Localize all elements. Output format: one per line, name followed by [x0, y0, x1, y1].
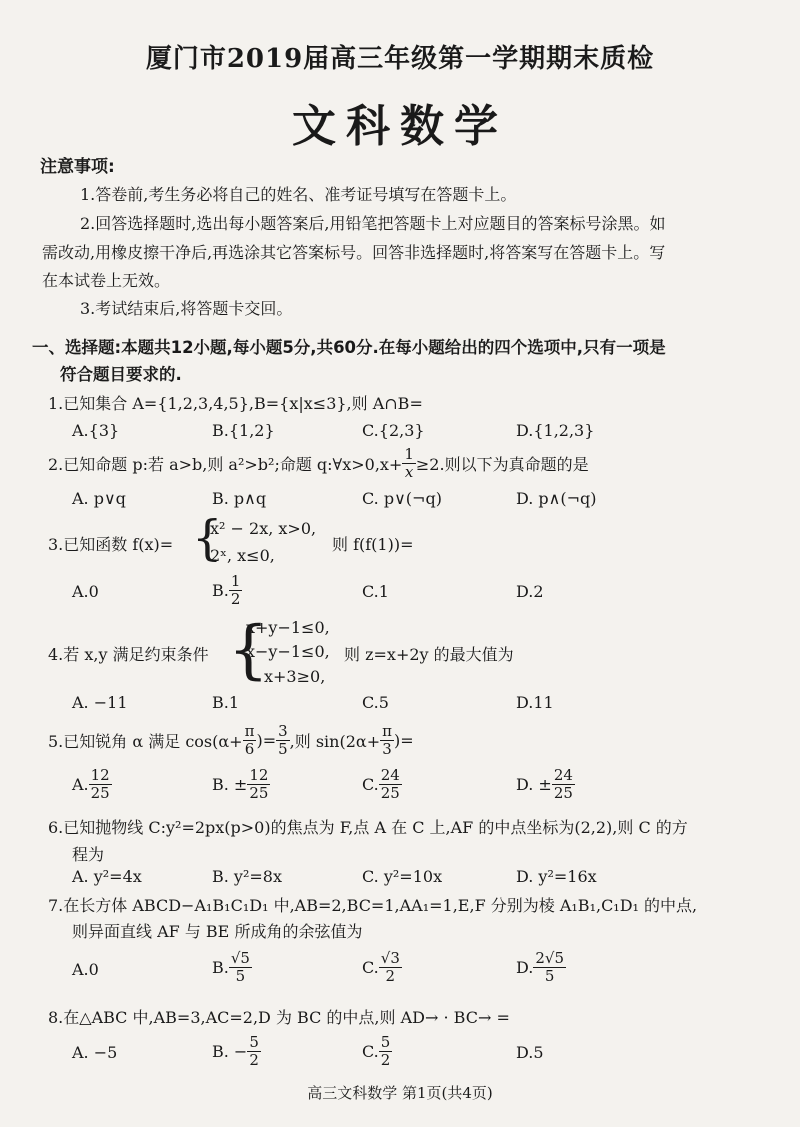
question-8-stem: 8.在△ABC 中,AB=3,AC=2,D 为 BC 的中点,则 AD→ · BC→ =	[48, 1008, 510, 1027]
question-6-stem-cont: 程为	[72, 845, 105, 864]
q7-b-fraction	[229, 950, 252, 985]
question-7-stem: 7.在长方体 ABCD−A₁B₁C₁D₁ 中,AB=2,BC=1,AA₁=1,E,F 分别为棱 A₁B₁,C₁D₁ 的中点,	[48, 896, 698, 915]
q7-b-label: B.	[212, 958, 229, 977]
q2-option-a: A. p∨q	[72, 489, 126, 508]
q7-d-num: 2√5	[535, 949, 564, 967]
q3-option-b	[212, 573, 242, 608]
q5-option-d	[516, 767, 575, 802]
q7-c-fraction	[379, 950, 402, 985]
q8-c-den: 2	[380, 1051, 391, 1069]
q7-option-b	[212, 950, 252, 985]
question-5-stem	[48, 723, 414, 758]
q5-c-fraction	[379, 767, 402, 802]
q5-option-b	[212, 767, 270, 802]
q3-case-1: x² − 2x, x>0,	[210, 519, 317, 538]
q5-stem-part: ,则 sin(2α+	[289, 732, 381, 751]
q5-option-a	[72, 767, 112, 802]
q5-b-fraction	[247, 767, 270, 802]
q7-b-den: 5	[235, 967, 246, 985]
q5-frac-den: 3	[382, 740, 392, 758]
q7-d-label: D.	[516, 958, 534, 977]
q5-frac-num: π	[244, 722, 255, 740]
section-heading-cont: 符合题目要求的.	[60, 365, 182, 384]
q3-b-fraction	[229, 573, 243, 608]
q4-option-c: C.5	[362, 693, 389, 712]
q6-option-a: A. y²=4x	[72, 867, 142, 886]
q7-c-num: √3	[380, 949, 400, 967]
q8-option-c	[362, 1034, 392, 1069]
q6-option-d: D. y²=16x	[516, 867, 597, 886]
question-2-stem	[48, 446, 589, 481]
subject-title: 文科数学	[292, 101, 508, 152]
q5-frac-den: 6	[244, 740, 255, 758]
q7-d-fraction	[533, 950, 566, 985]
q1-option-b: B.{1,2}	[212, 421, 275, 440]
q5-d-num: 24	[553, 766, 573, 784]
notice-item: 2.回答选择题时,选出每小题答案后,用铅笔把答题卡上对应题目的答案标号涂黑。如	[80, 214, 666, 233]
brace-symbol: {	[228, 613, 269, 687]
q5-b-label: B. ±	[212, 775, 248, 794]
q4-option-d: D.11	[516, 693, 554, 712]
q2-option-d: D. p∧(¬q)	[516, 489, 597, 508]
q3-option-c: C.1	[362, 582, 389, 601]
q5-stem-part: )=	[256, 731, 277, 750]
q2-frac-num: 1	[404, 445, 414, 463]
q5-fraction	[243, 723, 257, 758]
q5-fraction	[276, 723, 290, 758]
q7-c-label: C.	[362, 958, 379, 977]
notice-item: 在本试卷上无效。	[42, 271, 171, 290]
q1-option-a: A.{3}	[72, 421, 120, 440]
q8-b-den: 2	[249, 1051, 259, 1069]
q8-c-label: C.	[362, 1042, 379, 1061]
q8-b-label: B. −	[212, 1042, 248, 1061]
q5-c-num: 24	[380, 766, 400, 784]
q5-stem-part: )=	[393, 731, 414, 750]
q6-option-c: C. y²=10x	[362, 867, 443, 886]
notice-item: 3.考试结束后,将答题卡交回。	[80, 299, 293, 318]
q5-b-den: 25	[249, 784, 269, 802]
q6-option-b: B. y²=8x	[212, 867, 282, 886]
q4-case-2: x−y−1≤0,	[246, 642, 330, 661]
exam-header: 厦门市2019届高三年级第一学期期末质检	[145, 44, 655, 74]
q5-option-c	[362, 767, 402, 802]
q5-fraction	[380, 723, 394, 758]
q2-stem-part: 2.已知命题 p:若 a>b,则 a²>b²;命题 q:∀x>0,x+	[48, 455, 403, 474]
page-footer: 高三文科数学 第1页(共4页)	[307, 1084, 493, 1102]
q5-c-label: C.	[362, 775, 379, 794]
q2-stem-part: ≥2.则以下为真命题的是	[415, 455, 589, 474]
q5-a-label: A.	[72, 775, 89, 794]
q5-d-fraction	[552, 767, 575, 802]
q2-frac-den: x	[404, 463, 414, 481]
q3-b-num: 1	[230, 572, 241, 590]
q8-b-fraction	[247, 1034, 261, 1069]
q3-b-label: B.	[212, 581, 229, 600]
q4-stem-part: 4.若 x,y 满足约束条件	[48, 645, 209, 664]
q4-option-b: B.1	[212, 693, 240, 712]
notice-item: 需改动,用橡皮擦干净后,再选涂其它答案标号。回答非选择题时,将答案写在答题卡上。写	[42, 243, 666, 262]
q8-option-b	[212, 1034, 261, 1069]
q7-option-c	[362, 950, 402, 985]
q1-option-d: D.{1,2,3}	[516, 421, 595, 440]
q3-stem-part: 则 f(f(1))=	[332, 535, 414, 554]
q8-b-num: 5	[249, 1033, 259, 1051]
q4-stem-part: 则 z=x+2y 的最大值为	[344, 645, 514, 664]
q7-option-a: A.0	[72, 960, 99, 979]
q2-option-b: B. p∧q	[212, 489, 267, 508]
q3-stem-part: 3.已知函数 f(x)=	[48, 535, 174, 554]
q5-frac-num: 3	[278, 722, 288, 740]
q2-option-c: C. p∨(¬q)	[362, 489, 442, 508]
q8-c-fraction	[379, 1034, 393, 1069]
notice-heading: 注意事项:	[40, 157, 115, 177]
q4-option-a: A. −11	[72, 693, 128, 712]
q5-d-label: D. ±	[516, 775, 552, 794]
q4-case-1: x+y−1≤0,	[246, 618, 330, 637]
notice-item: 1.答卷前,考生务必将自己的姓名、准考证号填写在答题卡上。	[80, 185, 517, 204]
q5-d-den: 25	[553, 784, 573, 802]
q5-b-num: 12	[249, 766, 269, 784]
q5-a-num: 12	[90, 766, 110, 784]
q1-option-c: C.{2,3}	[362, 421, 425, 440]
q5-frac-num: π	[382, 722, 392, 740]
q5-a-fraction	[89, 767, 112, 802]
question-6-stem: 6.已知抛物线 C:y²=2px(p>0)的焦点为 F,点 A 在 C 上,AF 的中点坐标为(2,2),则 C 的方	[48, 818, 688, 837]
brace-symbol: {	[192, 510, 223, 566]
q5-frac-den: 5	[278, 740, 288, 758]
q5-c-den: 25	[380, 784, 400, 802]
q7-d-den: 5	[544, 967, 555, 985]
q3-case-2: 2ˣ, x≤0,	[210, 546, 275, 565]
question-1-stem: 1.已知集合 A={1,2,3,4,5},B={x|x≤3},则 A∩B=	[48, 394, 423, 413]
q3-option-d: D.2	[516, 582, 544, 601]
q3-b-den: 2	[230, 590, 241, 608]
q5-stem-part: 5.已知锐角 α 满足 cos(α+	[48, 732, 243, 751]
q7-b-num: √5	[230, 949, 250, 967]
q3-option-a: A.0	[72, 582, 99, 601]
q8-c-num: 5	[380, 1033, 391, 1051]
q4-case-3: x+3≥0,	[264, 667, 326, 686]
q8-option-d: D.5	[516, 1043, 544, 1062]
section-heading: 一、选择题:本题共12小题,每小题5分,共60分.在每小题给出的四个选项中,只有一项是	[32, 338, 666, 357]
q5-a-den: 25	[90, 784, 110, 802]
q7-option-d	[516, 950, 566, 985]
q2-fraction	[402, 446, 416, 481]
q8-option-a: A. −5	[72, 1043, 118, 1062]
q7-c-den: 2	[385, 967, 396, 985]
question-7-stem-cont: 则异面直线 AF 与 BE 所成角的余弦值为	[72, 922, 363, 941]
